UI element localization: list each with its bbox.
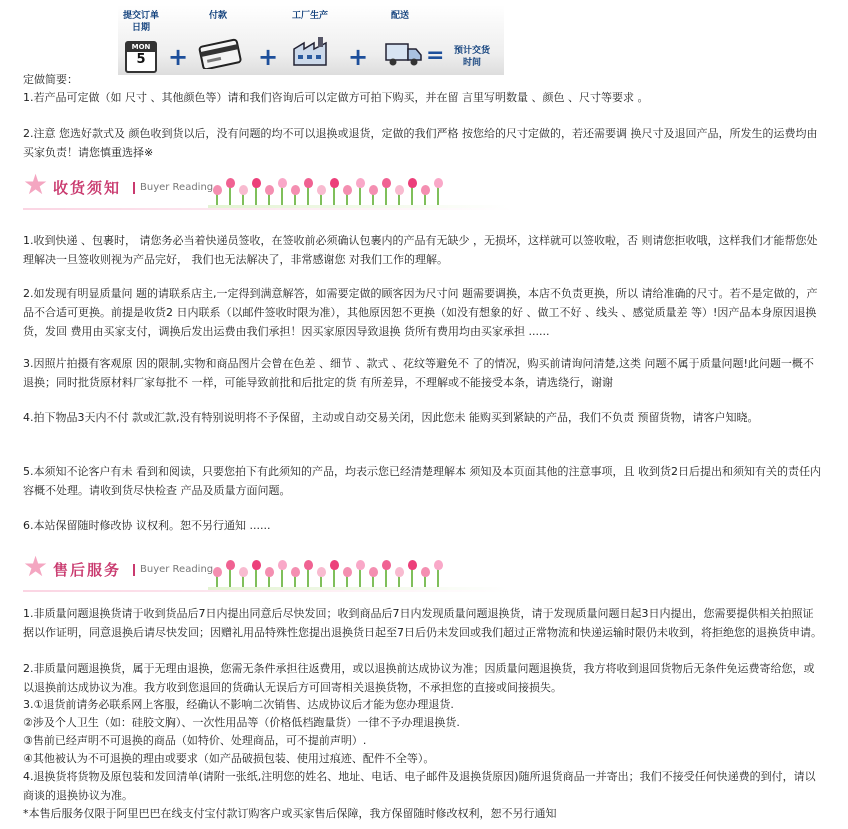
step-label-order-date: 提交订单 日期 bbox=[122, 11, 159, 33]
order-process-banner bbox=[118, 5, 504, 75]
step-label-factory: 工厂生产 bbox=[291, 11, 328, 21]
receipt-paragraph-4: 4.拍下物品3天内不付 款或汇款,没有特别说明将不予保留，主动或自动交易关闭，因此您未 能购买到紧缺的产品，我们不负责 预留货物，请客户知晓。 bbox=[23, 411, 759, 424]
aftersale-paragraph-2: 2.非质量问题退换货，属于无理由退换，您需无条件承担往返费用，或以退换前达成协议为准；因质量问题退换货，我方将收到退回货物后无条件免运费寄给您，或以退换前达成协议为准。我方收到您退回的货确认无误后方可回寄相关退换货物，不承担您的直接或间接损失。 bbox=[23, 662, 815, 694]
factory-icon bbox=[290, 35, 330, 69]
aftersale-note: *本售后服务仅限于阿里巴巴在线支付宝付款订购客户或买家售后保障，我方保留随时修改权利，恕不另行通知 bbox=[23, 807, 557, 820]
aftersale-paragraph-3a: 3.①退货前请务必联系网上客服，经确认不影响二次销售、达成协议后才能为您办理退货. bbox=[23, 698, 454, 711]
intro-heading: 定做简要： bbox=[23, 73, 78, 86]
credit-card-icon bbox=[198, 37, 242, 69]
intro-paragraph-2: 2.注意 您选好款式及 颜色收到货以后，没有问题的均不可以退换或退货，定做的我们严格 按您给的尺寸定做的，若还需要调 换尺寸及退回产品，所发生的运费均由买家负责！请您慎重选择※ bbox=[23, 127, 818, 159]
receipt-section-title: 收货须知 bbox=[53, 179, 122, 197]
star-decoration-icon: ★ bbox=[23, 550, 49, 583]
aftersale-paragraph-4: 4.退换货将货物及原包装和发回清单(请附一张纸,注明您的姓名、地址、电话、电子邮件及退换货原因)随所退货商品一并寄出；我们不接受任何快递费的到付，请以商谈的退换协议为准。 bbox=[23, 770, 816, 802]
step-label-delivery: 配送 bbox=[390, 11, 409, 21]
aftersale-paragraph-3c: ③售前已经声明不可退换的商品（如特价、处理商品，可不提前声明）. bbox=[23, 734, 367, 747]
aftersale-paragraph-1: 1.非质量问题退换货请于收到货品后7日内提出同意后尽快发回；收到商品后7日内发现质量问题退换货，请于发现质量问题日起3日内提出，您需要提供相关拍照证据以作证明，同意退换后请尽快发回；因赠礼用品特殊性您提出退换货日起至7日后仍未发回或我们超过正常物流和快递运输时限仍未收到，将拒绝您的退换货申请。 bbox=[23, 607, 822, 639]
step-label-payment: 付款 bbox=[208, 11, 227, 21]
plus-icon: + bbox=[348, 43, 369, 71]
receipt-paragraph-2: 2.如发现有明显质量问 题的请联系店主,一定得到满意解答，如需要定做的顾客因为尺寸问 题需要调换，本店不负责更换，所以 请给准确的尺寸。若不是定做的，产品不合适可更换。前提是收货2 日内联系（以邮件签收时限为准），其他原因恕不更换（如没有想象的好 、做工不好 、线头 、感觉质量差 等）!因产品本身原因退换货，发回 费用由买家支付，调换后发出运费由我们承担！因买家原因导致退换 货所有费用均由买家承担 ...... bbox=[23, 287, 818, 338]
aftersale-paragraph-3d: ④其他被认为不可退换的理由或要求（如产品破损包装、使用过痕迹、配件不全等）。 bbox=[23, 752, 435, 765]
result-label-delivery-time: 预计交货 时间 bbox=[453, 46, 490, 68]
aftersale-paragraph-3b: ②涉及个人卫生（如：硅胶文胸）、一次性用品等（价格低档跑量货）一律不予办理退换货. bbox=[23, 716, 460, 729]
intro-paragraph-1: 1.若产品可定做（如 尺寸 、其他颜色等）请和我们咨询后可以定做方可拍下购买，并在留 言里写明数量 、颜色 、尺寸等要求 。 bbox=[23, 91, 649, 104]
aftersale-section-title: 售后服务 bbox=[53, 561, 122, 579]
receipt-section-banner bbox=[23, 168, 513, 208]
aftersale-section-subtitle: Buyer Reading bbox=[133, 564, 213, 576]
receipt-paragraph-3: 3.因照片拍摄有客观原 因的限制,实物和商品图片会曾在色差 、细节 、款式 、花纹等避免不 了的情况，购买前请询问清楚,这类 问题不属于质量问题!此问题一概不退换；同时批货原材料厂家每批不 一样，可能导致前批和后批定的货 有所差异，不理解或不能接受本条，请选绕行，谢谢 bbox=[23, 357, 814, 389]
delivery-truck-icon bbox=[384, 37, 424, 69]
equals-icon: = bbox=[426, 43, 445, 68]
calendar-day: 5 bbox=[136, 52, 146, 67]
plus-icon: + bbox=[168, 43, 189, 71]
aftersale-section-banner bbox=[23, 550, 513, 590]
plus-icon: + bbox=[258, 43, 279, 71]
receipt-paragraph-6: 6.本站保留随时修改协 议权利。恕不另行通知 ...... bbox=[23, 519, 271, 532]
receipt-paragraph-1: 1.收到快递 、包裹时， 请您务必当着快递员签收，在签收前必须确认包裹内的产品有无缺少 ，无损坏，这样就可以签收啦，否 则请您拒收哦，这样我们才能帮您处理解决一旦签收则视为产品完好， 我们也无法解决了，非常感谢您 对我们工作的理解。 bbox=[23, 234, 818, 266]
calendar-icon bbox=[125, 41, 157, 73]
receipt-section-subtitle: Buyer Reading bbox=[133, 182, 213, 194]
receipt-paragraph-5: 5.本须知不论客户有未 看到和阅读，只要您拍下有此须知的产品，均表示您已经清楚理解本 须知及本页面其他的注意事项，且 收到货2日后提出和须知有关的责任内容概不处理。请收到货尽快检查 产品及质量方面问题。 bbox=[23, 465, 821, 497]
star-decoration-icon: ★ bbox=[23, 168, 49, 201]
calendar-month: MON bbox=[127, 43, 155, 52]
